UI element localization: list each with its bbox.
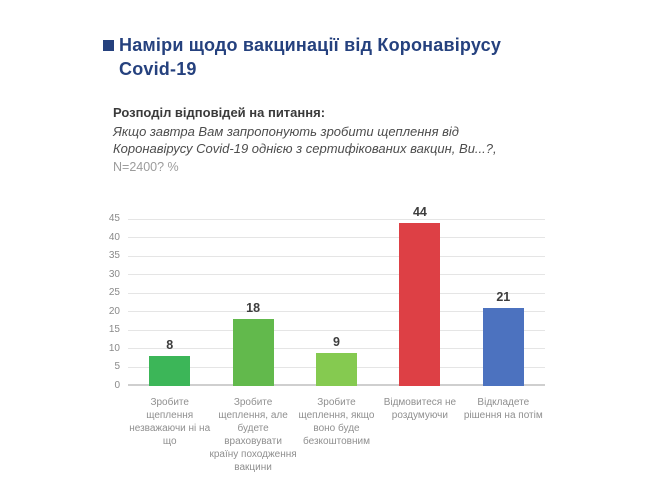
bar-1: [149, 356, 190, 386]
y-axis-tick-label: 40: [108, 231, 120, 243]
y-axis-tick-label: 30: [108, 268, 120, 280]
bar-chart: [108, 204, 545, 473]
bar-value-label: 8: [166, 338, 174, 353]
bar-4: [399, 223, 440, 386]
category-label: Відкладете рішення на потім: [463, 397, 543, 421]
title-bullet-icon: [103, 40, 114, 51]
bar-value-label: 9: [333, 334, 340, 349]
y-axis-tick-label: 10: [108, 342, 120, 354]
bar-5: [483, 308, 524, 386]
page-title: Наміри щодо вакцинації від Коронавірусу Covid-19: [119, 35, 502, 79]
sample-size-note: N=2400? %: [113, 160, 179, 174]
y-axis-tick-label: 35: [108, 250, 120, 262]
bar-2: [233, 319, 274, 386]
category-label: Зробите щеплення незважаючи ні на що: [129, 397, 211, 447]
bar-3: [316, 353, 357, 386]
category-label: Зробите щеплення, якщо воно буде безкоштовним: [298, 397, 375, 447]
question-label: Розподіл відповідей на питання:: [113, 105, 326, 120]
y-axis-tick-label: 45: [108, 213, 120, 224]
header: [103, 33, 527, 81]
category-label: Відмовитеся не роздумуючи: [383, 397, 457, 421]
bar-value-label: 21: [496, 290, 511, 305]
question-block: [113, 105, 545, 174]
gridline: [128, 237, 545, 238]
y-axis-tick-label: 5: [114, 361, 120, 373]
category-label: Зробите щеплення, але будете враховувати країну походження вакцини: [209, 397, 297, 473]
question-text-line-1: Якщо завтра Вам запропонують зробити щеплення від: [113, 124, 459, 139]
question-text-line-2: Коронавірусу Covid-19 однією з сертифікованих вакцин, Ви...?,: [113, 141, 497, 156]
gridline: [128, 256, 545, 257]
bar-value-label: 18: [246, 301, 261, 316]
y-axis-tick-label: 25: [108, 287, 120, 299]
gridline: [128, 274, 545, 275]
y-axis-tick-label: 20: [108, 305, 120, 317]
y-axis-tick-label: 0: [114, 380, 120, 391]
bar-value-label: 44: [412, 204, 427, 219]
y-axis-tick-label: 15: [108, 324, 120, 336]
gridline: [128, 219, 545, 220]
